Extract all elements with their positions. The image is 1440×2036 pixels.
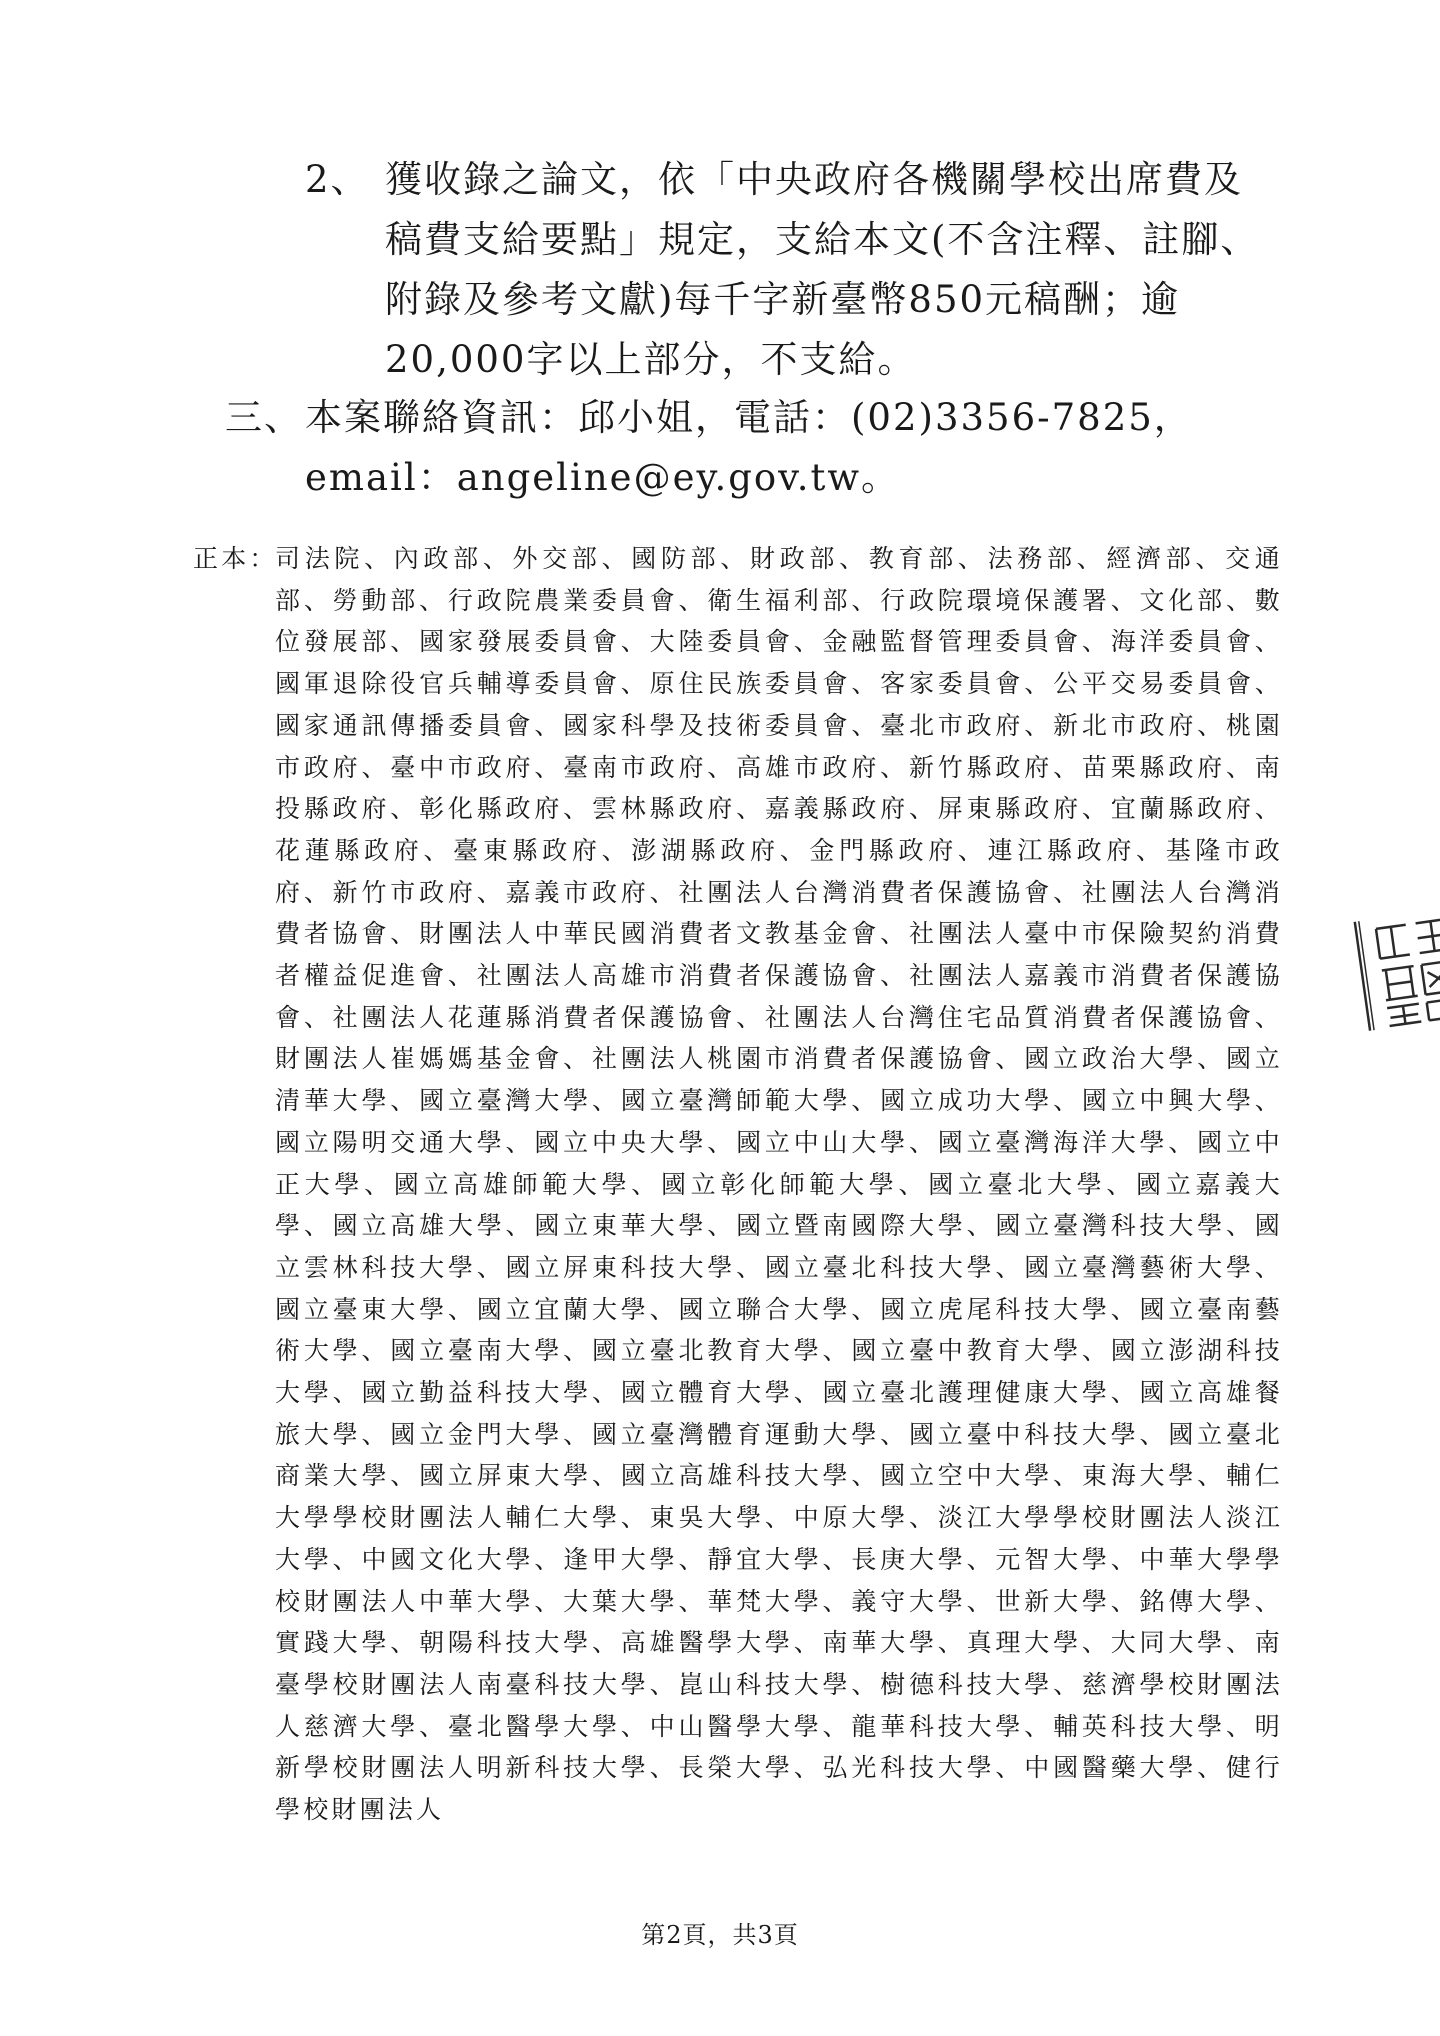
- seal-stamp-icon: [1343, 898, 1440, 1042]
- recipients-label: 正本：: [193, 544, 278, 573]
- item-2-paragraph: [305, 150, 1265, 390]
- recipients-list: 司法院、內政部、外交部、國防部、財政部、教育部、法務部、經濟部、交通部、勞動部、行政院農業委員會、衛生福利部、行政院環境保護署、文化部、數位發展部、國家發展委員會、大陸委員會、金融監督管理委員會、海洋委員會、國軍退除役官兵輔導委員會、原住民族委員會、客家委員會、公平交易委員會、國家通訊傳播委員會、國家科學及技術委員會、臺北市政府、新北市政府、桃園市政府、臺中市政府、臺南市政府、高雄市政府、新竹縣政府、苗栗縣政府、南投縣政府、彰化縣政府、雲林縣政府、嘉義縣政府、屏東縣政府、宜蘭縣政府、花蓮縣政府、臺東縣政府、澎湖縣政府、金門縣政府、連江縣政府、基隆市政府、新竹市政府、嘉義市政府、社團法人台灣消費者保護協會、社團法人台灣消費者協會、財團法人中華民國消費者文教基金會、社團法人臺中市保險契約消費者權益促進會、社團法人高雄市消費者保護協會、社團法人嘉義市消費者保護協會、社團法人花蓮縣消費者保護協會、社團法人台灣住宅品質消費者保護協會、財團法人崔媽媽基金會、社團法人桃園市消費者保護協會、國立政治大學、國立清華大學、國立臺灣大學、國立臺灣師範大學、國立成功大學、國立中興大學、國立陽明交通大學、國立中央大學、國立中山大學、國立臺灣海洋大學、國立中正大學、國立高雄師範大學、國立彰化師範大學、國立臺北大學、國立嘉義大學、國立高雄大學、國立東華大學、國立暨南國際大學、國立臺灣科技大學、國立雲林科技大學、國立屏東科技大學、國立臺北科技大學、國立臺灣藝術大學、國立臺東大學、國立宜蘭大學、國立聯合大學、國立虎尾科技大學、國立臺南藝術大學、國立臺南大學、國立臺北教育大學、國立臺中教育大學、國立澎湖科技大學、國立勤益科技大學、國立體育大學、國立臺北護理健康大學、國立高雄餐旅大學、國立金門大學、國立臺灣體育運動大學、國立臺中科技大學、國立臺北商業大學、國立屏東大學、國立高雄科技大學、國立空中大學、東海大學、輔仁大學學校財團法人輔仁大學、東吳大學、中原大學、淡江大學學校財團法人淡江大學、中國文化大學、逢甲大學、靜宜大學、長庚大學、元智大學、中華大學學校財團法人中華大學、大葉大學、華梵大學、義守大學、世新大學、銘傳大學、實踐大學、朝陽科技大學、高雄醫學大學、南華大學、真理大學、大同大學、南臺學校財團法人南臺科技大學、崑山科技大學、樹德科技大學、慈濟學校財團法人慈濟大學、臺北醫學大學、中山醫學大學、龍華科技大學、輔英科技大學、明新學校財團法人明新科技大學、長榮大學、弘光科技大學、中國醫藥大學、健行學校財團法人: [275, 544, 1283, 1825]
- item-2-number: 2、: [305, 158, 370, 201]
- item-3-number: 三、: [225, 396, 303, 439]
- item-3-paragraph: [225, 388, 1275, 508]
- recipients-block: [193, 538, 1283, 1831]
- item-3-text: 本案聯絡資訊：邱小姐，電話：(02)3356-7825，email：angeline@ey.gov.tw。: [305, 396, 1193, 499]
- page-number: 第2頁，共3頁: [641, 1921, 799, 1949]
- item-2-text: 獲收錄之論文，依「中央政府各機關學校出席費及稿費支給要點」規定，支給本文(不含注釋、註腳、附錄及參考文獻)每千字新臺幣850元稿酬；逾20,000字以上部分，不支給。: [385, 158, 1260, 381]
